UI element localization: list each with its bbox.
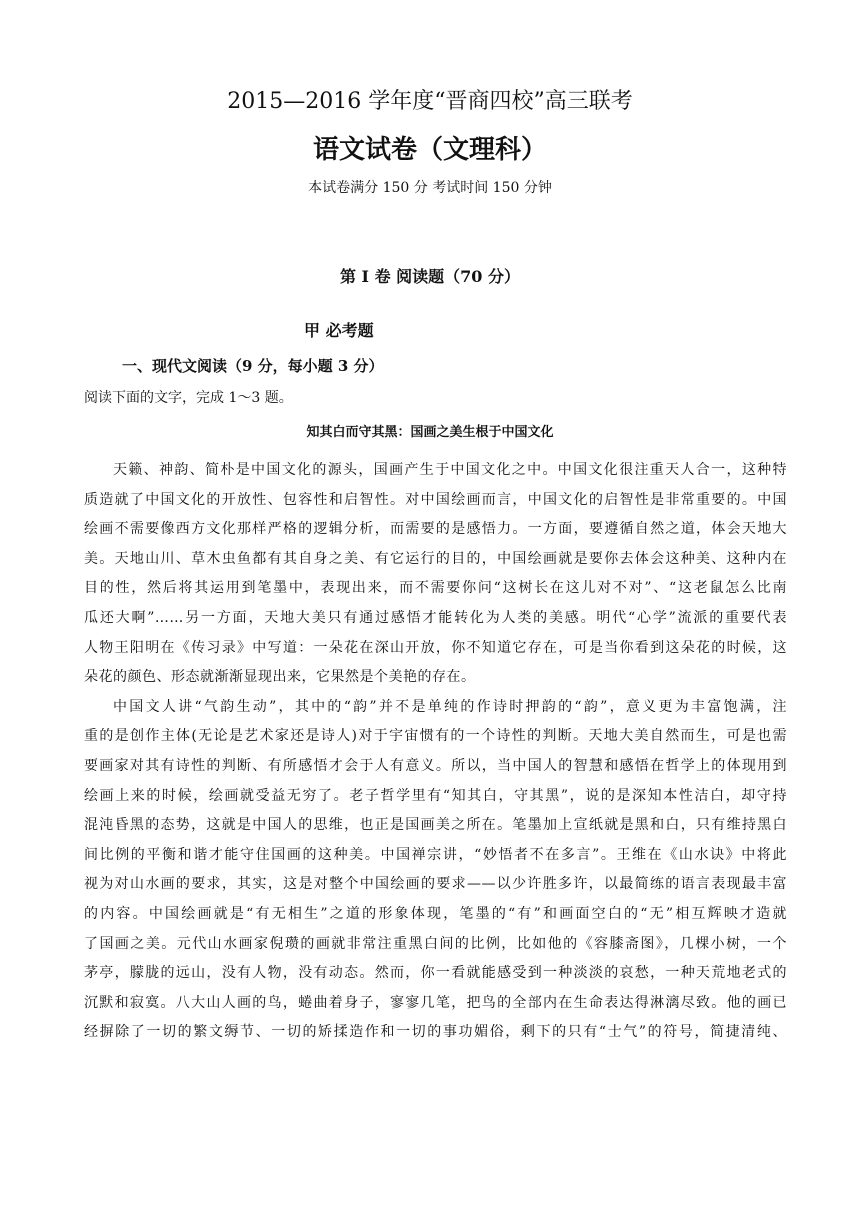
article-line: 中国文人讲“气韵生动”，其中的“韵”并不是单纯的作诗时押韵的“韵”，意义更为丰富饱满，注 xyxy=(113,698,787,715)
article-line: 绘画上来的时候，绘画就受益无穷了。老子哲学里有“知其白，守其黑”，说的是深知本性洁白，却守持 xyxy=(84,787,787,804)
article-line: 天籁、神韵、简朴是中国文化的源头，国画产生于中国文化之中。中国文化很注重天人合一，这种特 xyxy=(113,462,787,478)
section-heading: 一、现代文阅读（9 分，每小题 3 分） xyxy=(122,357,384,375)
article-line: 瓜还大啊”……另一方面，天地大美只有通过感悟才能转化为人类的美感。明代“心学”流派的重要代表 xyxy=(84,609,787,626)
article-line: 朵花的颜色、形态就渐渐显现出来，它果然是个美艳的存在。 xyxy=(84,669,476,686)
article-line: 了国画之美。元代山水画家倪瓒的画就非常注重黑白间的比例，比如他的《容膝斋图》，几棵小树，一个 xyxy=(84,935,787,952)
article-line: 重的是创作主体(无论是艺术家还是诗人)对于宇宙惯有的一个诗性的判断。天地大美自然而生，可是也需 xyxy=(84,728,787,745)
article-line: 茅亭，朦胧的远山，没有人物，没有动态。然而，你一看就能感受到一种淡淡的哀愁，一种天荒地老式的 xyxy=(84,965,787,982)
exam-info: 本试卷满分 150 分 考试时间 150 分钟 xyxy=(308,180,552,196)
article-line: 美。天地山川、草木虫鱼都有其自身之美、有它运行的目的，中国绘画就是要你去体会这种美、这种内在 xyxy=(84,550,787,567)
article-line: 人物王阳明在《传习录》中写道：一朵花在深山开放，你不知道它存在，可是当你看到这朵花的时候，这 xyxy=(84,639,787,656)
article-line: 绘画不需要像西方文化那样严格的逻辑分析，而需要的是感悟力。一方面，要遵循自然之道，体会天地大 xyxy=(84,521,787,538)
exam-title: 2015—2016 学年度“晋商四校”高三联考 xyxy=(227,89,633,114)
volume-heading: 第 I 卷 阅读题（70 分） xyxy=(339,267,521,286)
article-line: 要画家对其有诗性的判断、有所感悟才会于人有意义。所以，当中国人的智慧和感悟在哲学上的体现用到 xyxy=(84,757,787,774)
part-heading: 甲 必考题 xyxy=(304,321,374,340)
article-line: 目的性，然后将其运用到笔墨中，表现出来，而不需要你问“这树长在这儿对不对”、“这老鼠怎么比南 xyxy=(84,580,787,597)
article-line: 的内容。中国绘画就是“有无相生”之道的形象体现，笔墨的“有”和画面空白的“无”相互辉映才造就 xyxy=(84,905,787,922)
article-line: 间比例的平衡和谐才能守住国画的这种美。中国禅宗讲，“妙悟者不在多言”。王维在《山水诀》中将此 xyxy=(84,846,787,863)
article-title: 知其白而守其黑：国画之美生根于中国文化 xyxy=(306,425,554,440)
article-line: 经摒除了一切的繁文缛节、一切的矫揉造作和一切的事功媚俗，剩下的只有“士气”的符号，简捷清纯、 xyxy=(84,1024,787,1041)
article-line: 质造就了中国文化的开放性、包容性和启智性。对中国绘画而言，中国文化的启智性是非常重要的。中国 xyxy=(84,491,787,508)
article-line: 视为对山水画的要求，其实，这是对整个中国绘画的要求——以少许胜多许，以最简练的语言表现最丰富 xyxy=(84,876,787,893)
article-body xyxy=(84,456,787,1048)
subject-title: 语文试卷（文理科） xyxy=(312,135,547,165)
article-line: 混沌昏黑的态势，这就是中国人的思维，也正是国画美之所在。笔墨加上宣纸就是黑和白，只有维持黑白 xyxy=(84,817,787,834)
article-line: 沉默和寂寞。八大山人画的鸟，蜷曲着身子，寥寥几笔，把鸟的全部内在生命表达得淋漓尽致。他的画已 xyxy=(84,994,787,1011)
reading-instruction: 阅读下面的文字，完成 1～3 题。 xyxy=(84,390,293,406)
